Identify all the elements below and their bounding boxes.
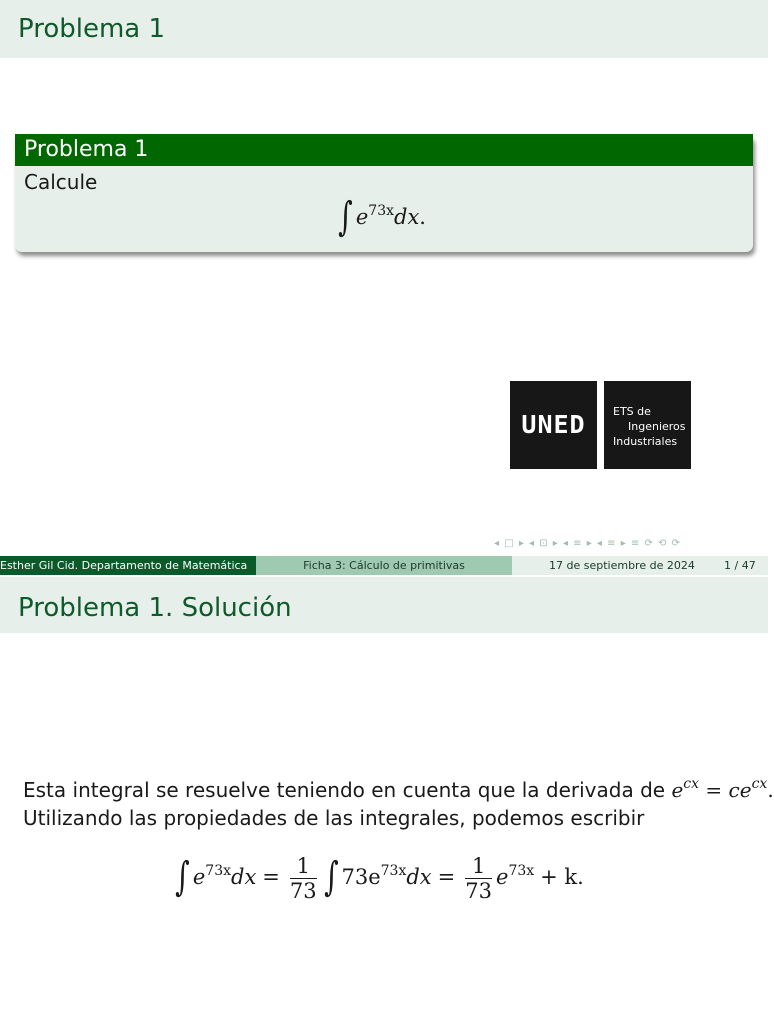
fraction-1: $\frac{1}{73}$: [289, 854, 317, 903]
solution-line-2: Utilizando las propiedades de las integrales, podemos escribir: [23, 806, 645, 830]
fraction-2: $\frac{1}{73}$: [465, 854, 492, 903]
footer-date-section: [512, 556, 768, 575]
footer-author: Esther Gil Cid. Departamento de Matemática: [0, 556, 256, 575]
inline-math: $e^{cx} = ce^{cx}$.: [671, 776, 774, 802]
ets-logo-line3: Industriales: [613, 435, 678, 448]
ets-logo: [604, 381, 691, 469]
frame-title-bar: [0, 0, 768, 58]
uned-logo: UNED: [510, 381, 597, 469]
footer: [0, 556, 768, 575]
problem-block: [15, 134, 753, 252]
ets-logo-line2: Ingenieros: [628, 420, 686, 433]
footer-title: Ficha 3: Cálculo de primitivas: [256, 556, 512, 575]
solution-line-1: [23, 776, 774, 802]
footer-page-number: 1 / 47: [724, 559, 756, 572]
problem-formula: ∫ $e^{73x}dx$.: [338, 194, 426, 240]
solution-formula: ∫ $e^{73x}dx$ = $\frac{1}{73}$ ∫ $73e^{73x}dx$ = $\frac{1}{73}$ $e^{73x} + k$.: [175, 854, 584, 903]
block-text: Calcule: [24, 170, 98, 194]
footer-date: 17 de septiembre de 2024: [549, 559, 695, 572]
solution-text-1: Esta integral se resuelve teniendo en cuenta que la derivada de: [23, 778, 666, 802]
beamer-navigation-icons[interactable]: ◂ □ ▸ ◂ ⊡ ▸ ◂ ≡ ▸ ◂ ≡ ▸ ≡ ⟳ ⟲ ⟳: [494, 538, 681, 549]
ets-logo-line1: ETS de: [613, 405, 651, 418]
frame-title-2: Problema 1. Solución: [18, 593, 292, 623]
block-body: [15, 166, 753, 252]
frame-title-bar-2: [0, 577, 768, 633]
frame-title: Problema 1: [18, 14, 166, 44]
block-title: Problema 1: [15, 134, 753, 166]
